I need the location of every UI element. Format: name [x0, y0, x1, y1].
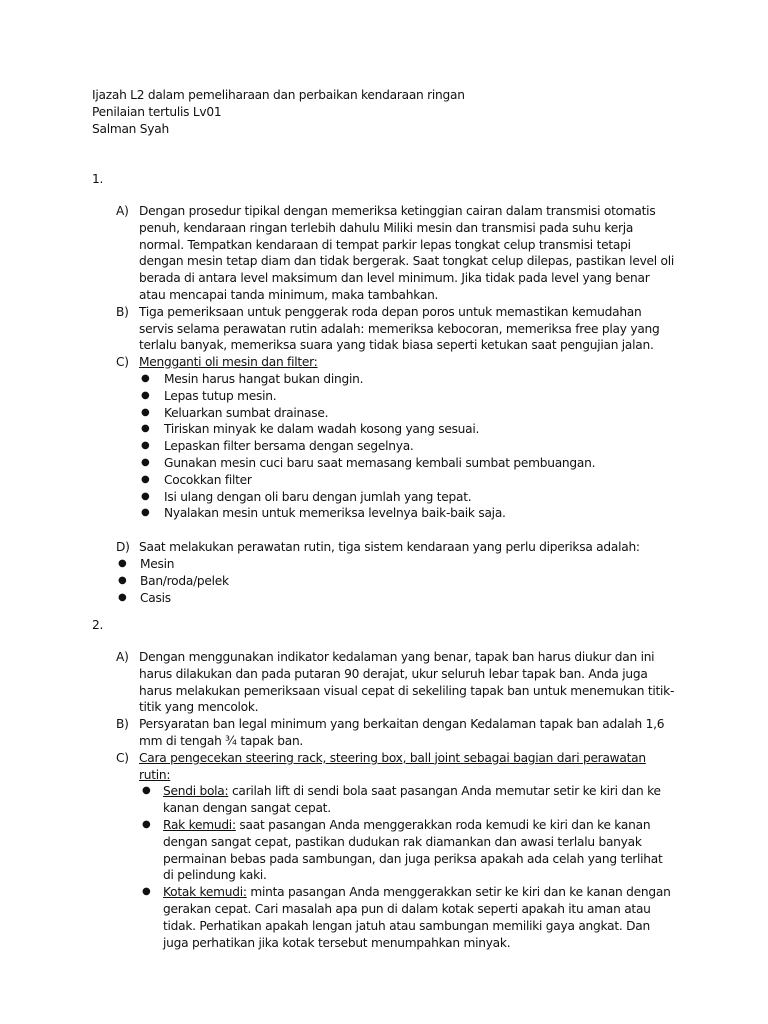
- answer-1d: [116, 539, 676, 556]
- bullet-icon: ●: [141, 440, 150, 452]
- list-item: ● Keluarkan sumbat drainase.: [141, 405, 329, 420]
- bullet-icon: ●: [141, 389, 150, 401]
- item-label: Kotak kemudi:: [163, 885, 247, 900]
- answer-letter: B): [116, 717, 129, 732]
- answer-text: Dengan menggunakan indikator kedalaman yang benar, tapak ban harus diukur dan ini harus dilakukan dan pada putaran 90 derajat, ukur seluruh lebar tapak ban. Anda juga harus melakukan pemeriksaan visual cepat di sekeliling tapak ban untuk menemukan titik-titik yang mencolok.: [139, 650, 675, 715]
- list-item: ● Cocokkan filter: [141, 472, 252, 487]
- answer-heading: Mengganti oli mesin dan filter:: [139, 355, 318, 370]
- answer-text: Persyaratan ban legal minimum yang berkaitan dengan Kedalaman tapak ban adalah 1,6 mm di tengah ¾ tapak ban.: [139, 717, 665, 748]
- list-item: ● Mesin harus hangat bukan dingin.: [141, 371, 364, 386]
- answer-letter: A): [116, 650, 129, 664]
- answer-1a: [116, 203, 676, 304]
- list-item: ● Tiriskan minyak ke dalam wadah kosong yang sesuai.: [141, 422, 480, 437]
- answer-letter: C): [116, 355, 129, 370]
- answer-letter: D): [116, 540, 130, 555]
- item-label: Rak kemudi:: [163, 817, 236, 832]
- answer-letter: C): [116, 750, 129, 765]
- bullet-icon: ●: [141, 507, 150, 519]
- bullet-icon: ●: [141, 372, 150, 384]
- answer-letter: A): [116, 204, 129, 218]
- item-label: Sendi bola:: [163, 784, 229, 799]
- list-item: ● Gunakan mesin cuci baru saat memasang kembali sumbat pembuangan.: [141, 455, 596, 470]
- bullet-icon: ●: [142, 886, 151, 898]
- bullet-icon: ●: [141, 490, 150, 502]
- header-author: Salman Syah: [92, 121, 169, 136]
- list-item: [116, 783, 676, 817]
- question-2-answers: [116, 649, 676, 951]
- list-item: ● Casis: [118, 590, 171, 605]
- vehicle-systems-list: [116, 556, 676, 606]
- list-item: [116, 817, 676, 884]
- bullet-icon: ●: [118, 574, 127, 586]
- bullet-icon: ●: [141, 406, 150, 418]
- bullet-icon: ●: [142, 818, 151, 830]
- list-item: ● Isi ulang dengan oli baru dengan jumlah yang tepat.: [141, 489, 472, 504]
- header-title: Ijazah L2 dalam pemeliharaan dan perbaikan kendaraan ringan: [92, 88, 465, 102]
- item-text: carilah lift di sendi bola saat pasangan Anda memutar setir ke kiri dan ke kanan dengan sangat cepat.: [163, 784, 661, 816]
- steering-check-list: [116, 783, 676, 951]
- list-item: ● Ban/roda/pelek: [118, 573, 229, 588]
- answer-2a: [116, 649, 676, 716]
- bullet-icon: ●: [141, 473, 150, 485]
- bullet-icon: ●: [118, 557, 127, 569]
- oil-change-steps: [116, 371, 676, 522]
- bullet-icon: ●: [118, 591, 127, 603]
- list-item: ● Lepas tutup mesin.: [141, 388, 277, 403]
- list-item: [116, 884, 676, 951]
- answer-text: Tiga pemeriksaan untuk penggerak roda depan poros untuk memastikan kemudahan servis selama perawatan rutin adalah: memeriksa kebocoran, memeriksa free play yang terlalu banyak, memeriksa suara yang tidak biasa seperti ketukan saat pengujian jalan.: [139, 304, 660, 353]
- answer-1b: [116, 304, 676, 354]
- answer-2b: [116, 716, 676, 750]
- bullet-icon: ●: [141, 423, 150, 435]
- document-header: [92, 87, 465, 137]
- header-subtitle: Penilaian tertulis Lv01: [92, 104, 222, 119]
- bullet-icon: ●: [141, 456, 150, 468]
- answer-2c: [116, 750, 676, 784]
- answer-letter: B): [116, 304, 129, 319]
- answer-1c: [116, 354, 676, 371]
- list-item: ● Lepaskan filter bersama dengan segelnya.: [141, 439, 414, 454]
- answer-heading: Cara pengecekan steering rack, steering box, ball joint sebagai bagian dari perawatan rutin:: [139, 750, 646, 782]
- item-text: minta pasangan Anda menggerakkan setir ke kiri dan ke kanan dengan gerakan cepat. Cari masalah apa pun di dalam kotak seperti apakah itu aman atau tidak. Perhatikan apakah lengan jatuh atau sambungan memiliki gaya angkat. Dan juga perhatikan jika kotak tersebut menumpahkan minyak.: [163, 885, 671, 950]
- question-number-1: 1.: [92, 172, 104, 186]
- item-text: saat pasangan Anda menggerakkan roda kemudi ke kiri dan ke kanan dengan sangat cepat, pastikan dudukan rak diamankan dan awasi terlalu banyak permainan bebas pada sambungan, dan juga periksa apakah ada celah yang terlihat di pelindung kaki.: [163, 817, 663, 883]
- list-item: ● Nyalakan mesin untuk memeriksa levelnya baik-baik saja.: [141, 506, 506, 521]
- answer-text: Dengan prosedur tipikal dengan memeriksa ketinggian cairan dalam transmisi otomatis penuh, kendaraan ringan terlebih dahulu Miliki mesin dan transmisi pada suhu kerja normal. Tempatkan kendaraan di tempat parkir lepas tongkat celup transmisi tetapi dengan mesin tetap diam dan tidak bergerak. Saat tongkat celup dilepas, pastikan level oli berada di antara level maksimum dan level minimum. Jika tidak pada level yang benar atau mencapai tanda minimum, maka tambahkan.: [139, 204, 675, 302]
- question-1-answers: [116, 203, 676, 606]
- question-number-2: 2.: [92, 618, 104, 632]
- answer-text: Saat melakukan perawatan rutin, tiga sistem kendaraan yang perlu diperiksa adalah:: [139, 540, 640, 555]
- list-item: ● Mesin: [118, 556, 175, 571]
- bullet-icon: ●: [142, 785, 151, 797]
